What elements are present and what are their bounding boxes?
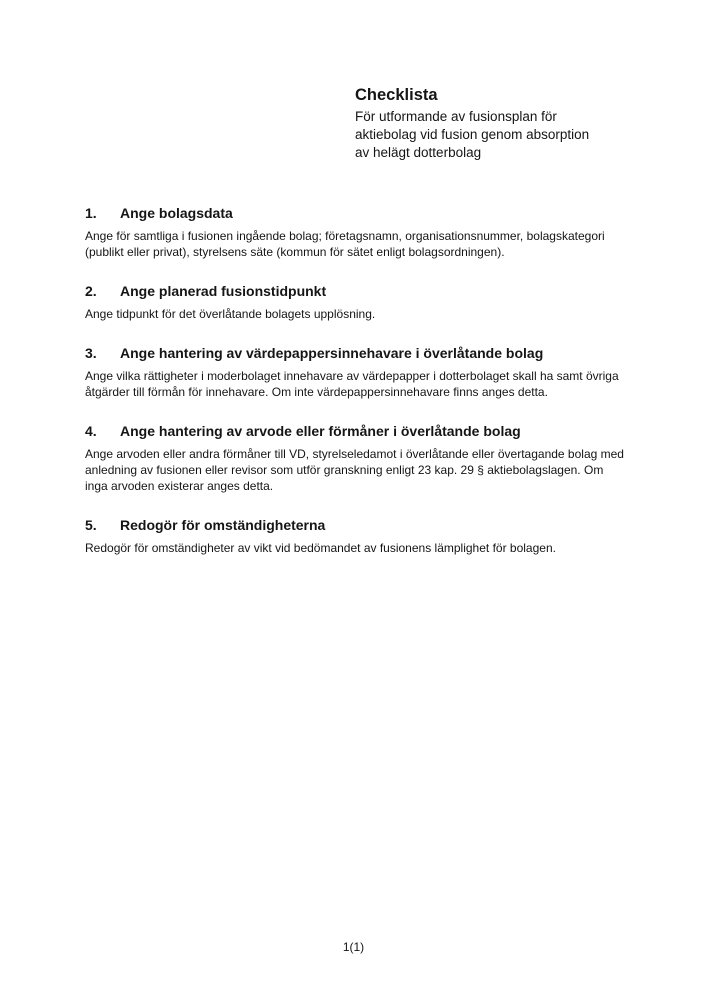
section-heading (85, 204, 615, 222)
body-line: inga arvoden existerar anges detta. (85, 479, 274, 493)
body-line: (publikt eller privat), styrelsens säte (kommun för sätet enligt bolagsordningen). (85, 245, 505, 259)
section-heading (85, 516, 615, 534)
section-heading (85, 422, 615, 440)
checklist-sections (85, 204, 624, 578)
section-heading (85, 282, 615, 300)
body-line: Redogör för omständigheter av vikt vid bedömandet av fusionens lämplighet för bolagen. (85, 541, 556, 555)
body-line: åtgärder till förmån för innehavare. Om inte värdepappersinnehavare finns anges detta. (85, 385, 548, 399)
section-body (85, 446, 624, 494)
section-title: Ange bolagsdata (120, 205, 233, 221)
section-title: Ange hantering av värdepappersinnehavare i överlåtande bolag (120, 345, 544, 361)
body-line: Ange vilka rättigheter i moderbolaget innehavare av värdepapper i dotterbolaget skall ha samt övriga (85, 369, 619, 383)
section-heading (85, 344, 615, 362)
subtitle-line: aktiebolag vid fusion genom absorption (355, 127, 590, 142)
section-body (85, 368, 619, 400)
subtitle-line: För utformande av fusionsplan för (355, 109, 557, 124)
section-number: 1. (85, 205, 97, 221)
section-title: Ange planerad fusionstidpunkt (120, 283, 327, 299)
subtitle-line: av helägt dotterbolag (355, 145, 482, 160)
section-2 (85, 282, 615, 322)
page-number-footer: 1(1) (342, 940, 365, 954)
section-number: 4. (85, 423, 97, 439)
body-line: Ange tidpunkt för det överlåtande bolagets upplösning. (85, 307, 376, 321)
section-body (85, 540, 615, 556)
section-number: 5. (85, 517, 97, 533)
section-5 (85, 516, 615, 556)
body-line: Ange arvoden eller andra förmåner till VD, styrelseledamot i överlåtande eller övertagande bolag med (85, 447, 624, 461)
section-body (85, 228, 615, 260)
section-title: Ange hantering av arvode eller förmåner i överlåtande bolag (120, 423, 521, 439)
body-line: Ange för samtliga i fusionen ingående bolag; företagsnamn, organisationsnummer, bolagskategori (85, 229, 605, 243)
section-title: Redogör för omständigheterna (120, 517, 326, 533)
section-4 (85, 422, 624, 494)
section-3 (85, 344, 619, 400)
document-subtitle (355, 108, 655, 162)
section-number: 3. (85, 345, 97, 361)
document-header (355, 86, 655, 162)
section-body (85, 306, 615, 322)
document-title: Checklista (355, 86, 438, 104)
section-1 (85, 204, 615, 260)
body-line: anledning av fusionen eller revisor som utför granskning enligt 23 kap. 29 § aktiebolagslagen. Om (85, 463, 604, 477)
section-number: 2. (85, 283, 97, 299)
